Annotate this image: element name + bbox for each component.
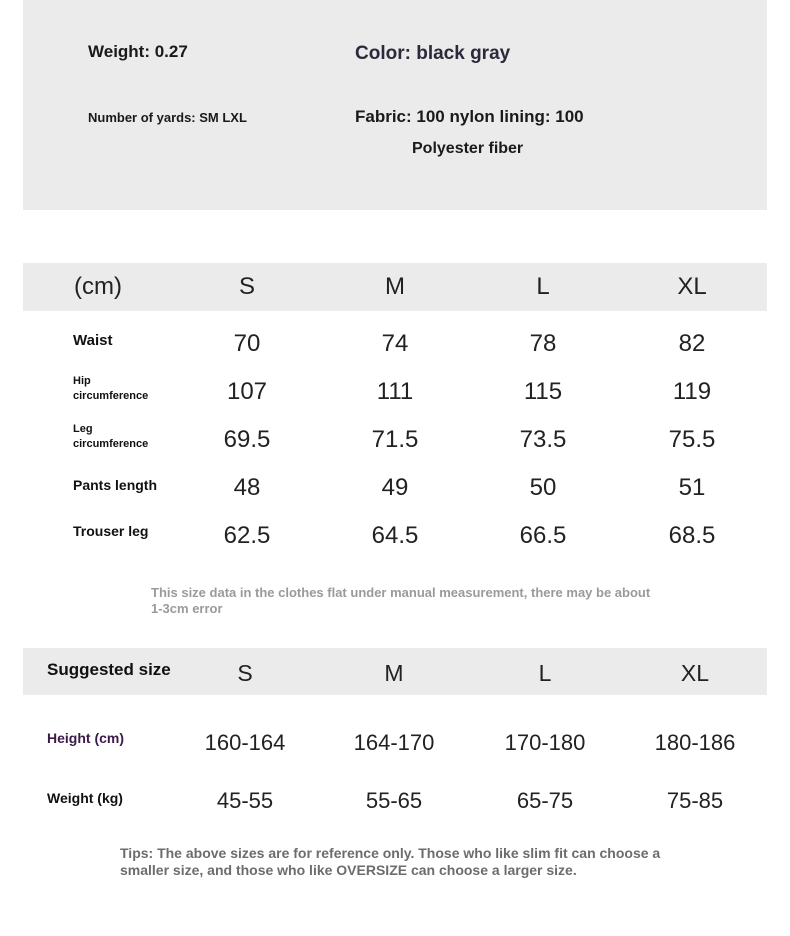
table-cell: 50 (529, 474, 557, 501)
table-cell: 115 (523, 378, 563, 405)
table-cell: 71.5 (371, 426, 419, 453)
table-cell: 82 (678, 330, 706, 357)
fabric-text: Fabric: 100 nylon lining: 100 (355, 107, 584, 126)
size-header-l: L (536, 273, 550, 300)
table-cell: 49 (381, 474, 409, 501)
suggested-header-m: M (384, 660, 404, 686)
table-cell: 62.5 (223, 522, 271, 549)
table-cell: 66.5 (519, 522, 567, 549)
table-cell: 65-75 (516, 788, 574, 813)
table-cell: 78 (529, 330, 557, 357)
table-cell: 75-85 (666, 788, 724, 813)
table-cell: 69.5 (223, 426, 271, 453)
row-label-leg (73, 422, 148, 452)
row-label-hip-line1: Hip (73, 375, 91, 387)
weight-label: Weight (kg) (47, 790, 123, 806)
fabric-text-continued: Polyester fiber (412, 140, 524, 157)
table-cell: 180-186 (654, 730, 736, 755)
row-label-waist: Waist (73, 332, 113, 349)
measurement-note: This size data in the clothes flat under manual measurement, there may be about 1-3cm error (151, 585, 651, 616)
yards-text: Number of yards: SM LXL (88, 110, 247, 125)
table-cell: 160-164 (204, 730, 286, 755)
table-cell: 70 (233, 330, 261, 357)
size-header-s: S (238, 273, 255, 300)
height-label: Height (cm) (47, 730, 124, 746)
suggested-size-title: Suggested size (47, 660, 171, 679)
table-cell: 164-170 (353, 730, 435, 755)
row-label-hip (73, 374, 148, 404)
product-info-panel (23, 0, 767, 210)
table-cell: 64.5 (371, 522, 419, 549)
table-cell: 55-65 (365, 788, 423, 813)
tips-note: Tips: The above sizes are for reference only. Those who like slim fit can choose a smaller size, and those who like OVERSIZE can choose a larger size. (120, 845, 661, 878)
row-label-trouser-leg: Trouser leg (73, 523, 149, 539)
row-label-hip-line2: circumference (73, 390, 149, 402)
row-label-leg-line1: Leg (73, 423, 93, 435)
suggested-header-l: L (538, 660, 552, 686)
row-label-pants-length: Pants length (73, 477, 158, 493)
table-cell: 119 (672, 378, 712, 405)
size-header-xl: XL (677, 273, 707, 300)
size-header-m: M (385, 273, 405, 300)
table-cell: 111 (376, 378, 414, 405)
table-cell: 75.5 (668, 426, 716, 453)
weight-text: Weight: 0.27 (88, 42, 188, 61)
table-cell: 74 (381, 330, 409, 357)
table-cell: 68.5 (668, 522, 716, 549)
table-cell: 73.5 (519, 426, 567, 453)
color-text: Color: black gray (355, 43, 511, 64)
table-cell: 48 (233, 474, 261, 501)
table-cell: 170-180 (504, 730, 586, 755)
suggested-header-s: S (237, 660, 253, 686)
table-cell: 45-55 (216, 788, 274, 813)
suggested-header-xl: XL (680, 660, 710, 686)
row-label-leg-line2: circumference (73, 438, 149, 450)
table-cell: 107 (226, 378, 268, 405)
table-cell: 51 (678, 474, 706, 501)
unit-header: (cm) (74, 273, 122, 300)
